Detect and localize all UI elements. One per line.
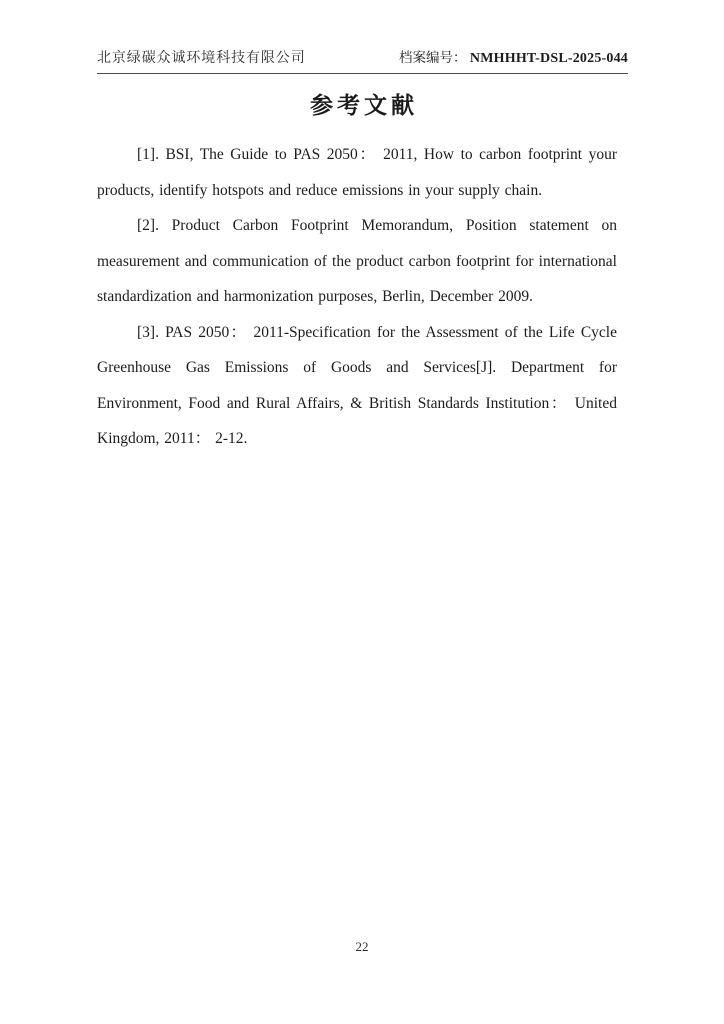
page-number: 22: [355, 939, 369, 954]
doc-number-label: 档案编号：: [399, 50, 467, 65]
page-header: [97, 46, 628, 74]
reference-item-3: [3]. PAS 2050： 2011-Specification for the Assessment of the Life Cycle Greenhouse Gas Emissions of Goods and Services[J]. Department for Environment, Food and Rural Affairs, & British Standards Institution： United Kingdom, 2011： 2-12.: [97, 323, 617, 447]
reference-item-2: [2]. Product Carbon Footprint Memorandum, Position statement on measurement and communication of the product carbon footprint for international standardization and harmonization purposes, Berlin, December 2009.: [97, 217, 617, 305]
page-footer: [0, 939, 724, 955]
page-title: 参考文献: [310, 93, 418, 118]
references-list: [97, 137, 617, 457]
header-company-name: 北京绿碳众诚环境科技有限公司: [97, 51, 306, 66]
reference-item-1: [1]. BSI, The Guide to PAS 2050： 2011, How to carbon footprint your products, identify hotspots and reduce emissions in your supply chain.: [97, 146, 617, 199]
doc-number-value: NMHHHT-DSL-2025-044: [469, 51, 628, 66]
header-doc-number: [399, 46, 628, 67]
